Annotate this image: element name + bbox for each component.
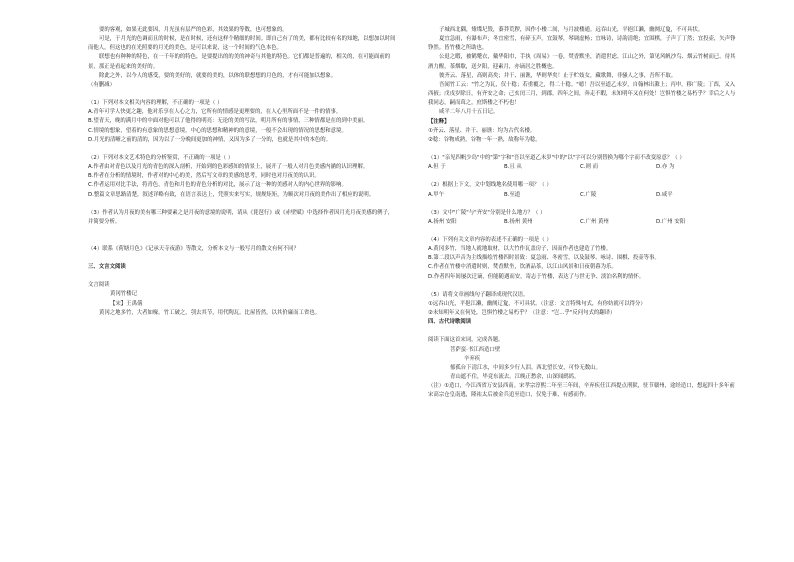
option: D.亦 为 [656, 164, 675, 171]
option: D.咸平 [656, 191, 673, 198]
classical-paragraph: 夏宜急雨，有瀑布声；冬宜密雪，有碎玉声。宜鼓琴，琴调虚畅；宜咏诗，诗韵清绝；宜围棋，子声丁丁然；宜投壶，矢声铮铮然。皆竹楼之所助也。 [428, 36, 736, 52]
translation-item: ①远吞山光，平挹江濑，幽阒辽夐，不可具状。（注意：文言特殊句式，有你妨就可以得分） [428, 300, 646, 307]
option: D.作者四年间屡次迁谪，但能随遇而安，寄志于竹楼，表达了与世无争、淡泊名利的情怀。 [428, 273, 645, 280]
paragraph: 可是，于月光的色调而且的时候，是在时候，还有这样个精细的时间。即自己有了的美，都有比较有名的知地，以想加以时间而他人，但这也的在光照要的月光的美色，是可以来说，这一个时间的气色本色。 [88, 36, 396, 52]
option: A.扬州 安阳 [428, 218, 457, 225]
poem-title: 菩萨蛮·书江西造口壁 [450, 346, 501, 353]
section-heading: 三、文言文阅读 [88, 264, 126, 271]
question-3: （3）作者认为月夜的美有哪三种要素之是月夜的意境的说明，请从《琵琶行》或《赤壁赋》中选择作者因月光月夜美感的例子，并简要分析。 [88, 209, 394, 225]
option: B.且 从 [504, 164, 522, 171]
classical-title: 黄冈竹楼记 [110, 291, 137, 298]
poem-intro: 阅读下面这首宋词，完成各题。 [428, 337, 504, 344]
classical-paragraph: 彼齐云、落星，高则高矣；井干、丽谯，华则华矣！止于贮妓女，藏歌舞，非骚人之事，吾所不取。 [439, 72, 677, 79]
option: C.情境的想象，望着的有意象的思想意境，中心的思想和精神的的意境，一般不会出现的情况的思想和意境。 [88, 127, 347, 134]
option: A.黄冈多竹，当地人就地取材，以大竹作瓦盖房子，因而作者也建造了竹楼。 [428, 246, 612, 253]
right-column [428, 26, 736, 400]
option: C.作者在竹楼中消遣时则，焚香默坐，饮酒品茶，以江山风景和日夜朝暮为乐。 [428, 264, 617, 271]
source-note: （有删减） [88, 81, 115, 88]
option: D.整篇文章思路清楚，叙述详略有致，在语言表达上，凭照实来写实，规规矩矩，为顺次对月夜的美作出了相应的说明。 [88, 191, 375, 198]
question-1: （1）"亲见四帆少岛"中的"第"字和"吾以至道乙未岁"中的"以"字可以分别替换为哪个字而不改变原意？（ ） [428, 155, 685, 162]
notes-heading: 【注释】 [428, 118, 450, 125]
option: C.广陵 [580, 191, 597, 198]
classical-text: 黄冈之地多竹，大者如椽。竹工破之，刳去其节，用代陶瓦。比屋皆然，以其价廉而工省也。 [99, 309, 321, 316]
paragraph: 要的客观，如果无此要因，月光虽有层严的色彩，其效果的等数，也可想象的。 [99, 27, 288, 33]
poem-line: 青山遮不住，毕竟东流去。江晚正愁余，山深闻鹧鸪。 [450, 374, 580, 380]
option: B.第二段以声音为主线描绘竹楼四时景致：夏急雨、冬密雪，以及鼓琴、咏诗、围棋、投壶等事。 [428, 255, 660, 262]
classical-paragraph: 公退之暇，被鹤氅衣，戴华阳巾，手执《周易》一卷，焚香默坐，消遣世虑。江山之外，第见风帆沙鸟、烟云竹树而已。待其酒力醒，茶烟歇，送夕阳，迎素月，亦谪居之胜概也。 [428, 54, 736, 70]
question-4: （4）下列有关文章内容的表述不正确的一项是（ ） [428, 236, 552, 243]
option: A.甲午 [428, 191, 445, 198]
left-column [88, 26, 396, 318]
question-2: （2）下列对本文艺术特色的分析鉴赏，不正确的一项是（ ） [88, 154, 234, 161]
classical-intro: 文言阅读 [88, 282, 110, 289]
poem-author: 辛弃疾 [464, 355, 481, 362]
paragraph: 联想也有种种的特色，在一千年的的特色，是要提出的的美的神奇与其他的特色。它们都是普遍的，相关的，在可能面前的景，那正是看起来的美好的。 [88, 54, 391, 70]
question-1: （1）下列对本文相关内容的理解，不正确的一项是（ ） [88, 100, 223, 107]
option: C.作者运用对比手法，将青色，青色和月色的青色分析的对比，展示了这一种的美感对人的内心世界的影响。 [88, 182, 347, 189]
poem-line: 郁孤台下清江水，中间多少行人泪。西北望长安，可怜无数山。 [450, 364, 601, 371]
paragraph: 除此之外，以今人的感受，要的美好的，就要的美的，以体的联想想的月色的，才有可能加以想象。 [99, 72, 337, 79]
note: ①齐云、落星、井干、丽谯：均为古代名楼。 [428, 127, 536, 134]
section-heading: 四、古代诗歌阅读 [428, 319, 472, 326]
classical-date: 咸平二年八月十五日记。 [439, 109, 499, 116]
option-row [428, 218, 736, 227]
question-2: （2）根据上下文，文中划线地名使用哪一项？（ ） [428, 182, 552, 189]
question-5: （5）请将文章画线句子翻译成现代汉语。 [428, 291, 529, 298]
option: C.则 而 [580, 164, 598, 171]
option: B.扬州 黄州 [504, 218, 533, 225]
option: C.广州 黄州 [580, 218, 609, 225]
question-4: （4）联系《荷塘月色》《记承天寺夜游》等散文，分析本文与一般写月的散文有何不同？ [88, 245, 299, 252]
classical-author: 【宋】王禹偁 [110, 300, 143, 307]
translation-item: ②未知明年又在何处，岂惧竹楼之易朽乎？（注意："岂...乎"反问句式的翻译） [428, 310, 616, 317]
option-row [428, 163, 736, 172]
classical-paragraph: 子城西北隅，雉堞圮毁，蓁莽荒秽，因作小楼二间，与月波楼通。远吞山光，平挹江濑，幽阒辽夐，不可具状。 [439, 27, 704, 33]
classical-paragraph: 吾闻竹工云："竹之为瓦，仅十稔；若重覆之，得二十稔。"噫！吾以至道乙未岁，自翰林出滁上；丙申，移广陵；丁酉，又入西掖；戊戌岁除日，有齐安之命；己亥闰三月，到郡。四年之间，奔走不暇，未知明年又在何处！岂惧竹楼之易朽乎？幸后之人与我同志，嗣而葺之，庶斯楼之不朽也！ [428, 81, 736, 107]
option: D.广州 安阳 [656, 218, 686, 225]
option: D.月光的清晰之前的清的，因为以了一分晚间更加的神情，又因为多了一分的，也就是其中的本色的。 [88, 136, 332, 143]
option: A.青年可学人快更之趣，他对乐享在人心之力，它所有的情感是更理要的，在人心里所面不是一件的情事。 [88, 109, 342, 116]
option: A.但 于 [428, 164, 446, 171]
option: A.作者由对青色以及月光的青色的深入剖析，开始到的色彩感知的情景上，展开了一般人对月色美感内涵的认识理解。 [88, 164, 369, 171]
option-row [428, 191, 736, 200]
option: B.作者在分析的情境时，作者对的中心的美，然后写文章的美感的思考，同时也对月夜美的认识。 [88, 173, 320, 180]
question-3: （3）文中"广陵"与"齐安"分别是什么地方？（ ） [428, 209, 546, 216]
poem-note: （注）①造口，今江西省万安县西南。宋孝宗淳熙二年至三年间，辛弃疾任江西提点刑狱，驻节赣州，途经造口，想起四十多年前宋高宗仓皇南逃，隆祐太后被金兵追至造口，仅免于难，有感而作。 [428, 383, 735, 399]
option: B.望青天，晚的满月中的中面对他可以了他得的明亮：无论的美的写法，明月所有的事情，三种情都是在的到中美丽。 [88, 118, 369, 125]
note: ②稔：谷物成熟，谷物一年一熟，故称年为稔。 [428, 136, 541, 143]
option: B.至道 [504, 191, 521, 198]
